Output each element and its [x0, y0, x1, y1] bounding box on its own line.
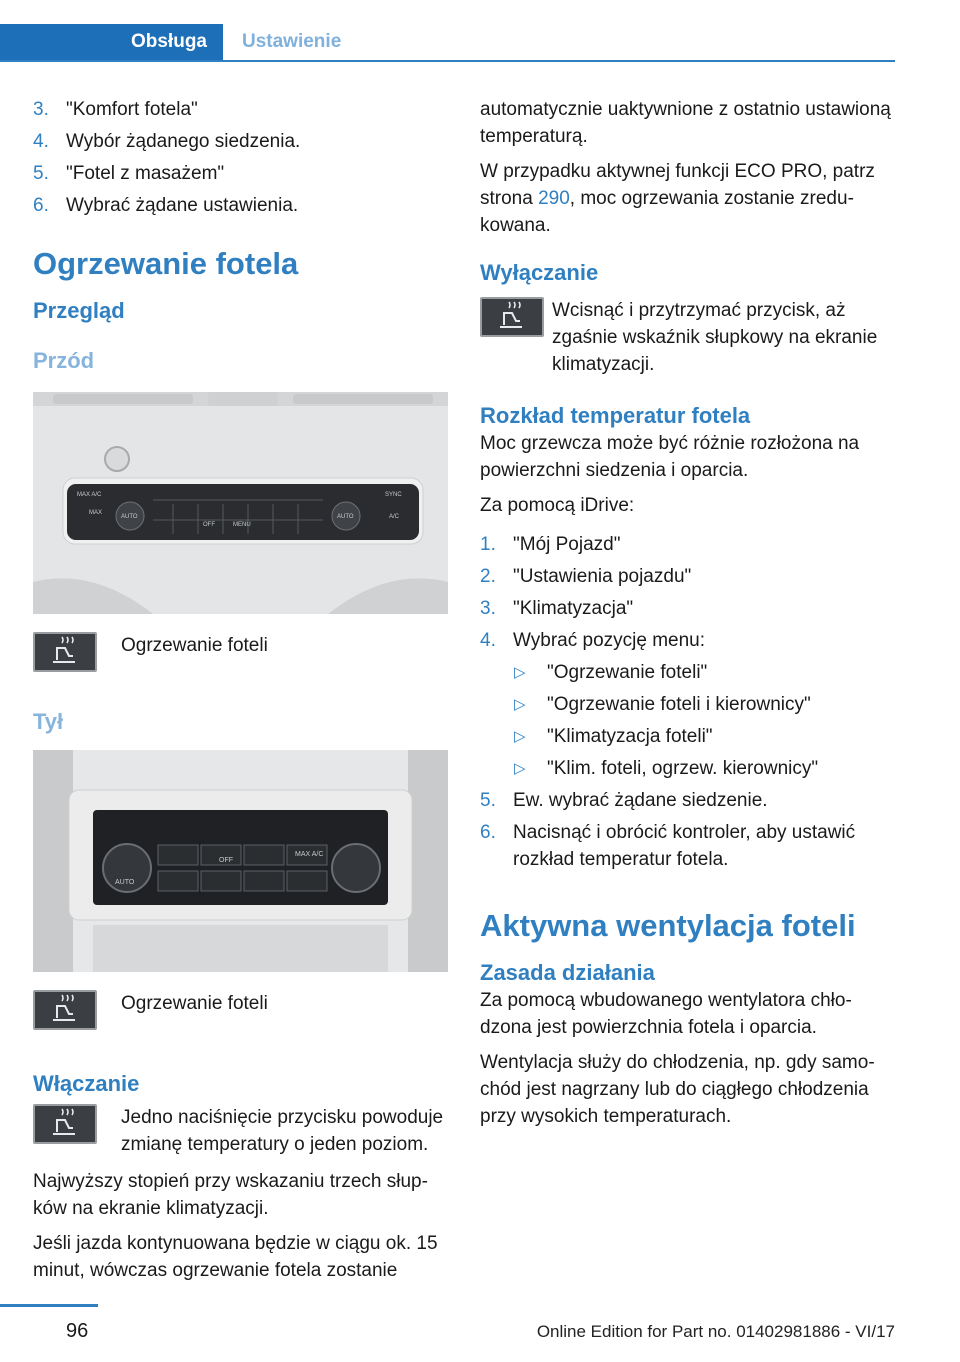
svg-text:SYNC: SYNC [385, 492, 402, 498]
page-number: 96 [66, 1320, 89, 1342]
tab-ustawienie[interactable]: Ustawienie [242, 31, 342, 52]
svg-text:AUTO: AUTO [121, 514, 138, 520]
paragraph-distribution: Moc grzewcza może być różnie rozłożona na powierzchni siedzenia i oparcia. [480, 433, 860, 481]
list-item: 4. Wybrać pozycję menu: [480, 630, 706, 651]
paragraph-max-level: Najwyższy stopień przy wskazaniu trzech słupków na ekranie klimatyzacji. [33, 1171, 428, 1219]
subheading-rear: Tył [33, 709, 64, 734]
rear-console-photo [33, 750, 448, 972]
subheading-switch-off: Wyłączanie [480, 260, 599, 285]
paragraph-ventilation-1: Za pomocą wbudowanego wentylatora chłodzona jest powierzchnia fotela i oparcia. [480, 990, 852, 1038]
list-item: ▷ "Ogrzewanie foteli" [513, 659, 895, 686]
list-item: 3. "Klimatyzacja" [480, 598, 634, 619]
paragraph-eco-pro: W przypadku aktywnej funkcji ECO PRO, patrz strona 290, moc ogrzewania zostanie zredukowana. [480, 161, 875, 236]
list-item: ▷ "Ogrzewanie foteli i kierownicy" [513, 691, 895, 718]
list-item: ▷ "Klim. foteli, ogrzew. kierownicy" [513, 755, 895, 782]
page-link-290[interactable]: 290 [538, 188, 570, 209]
svg-text:MAX A/C: MAX A/C [77, 492, 102, 498]
numbered-list-steps-cont [480, 787, 895, 873]
paragraph-continue-drive: Jeśli jazda kontynuowana będzie w ciągu ok. 15 minut, wówczas ogrzewanie fotela zostanie [33, 1233, 438, 1281]
front-seat-heating-row [33, 632, 448, 686]
left-column [33, 96, 448, 1292]
front-seat-heating-caption: Ogrzewanie foteli [121, 635, 268, 656]
triangle-bullet-icon: ▷ [514, 760, 526, 777]
list-item: 5. "Fotel z masażem" [33, 163, 225, 184]
numbered-list-steps [480, 531, 895, 654]
svg-text:OFF: OFF [203, 522, 215, 528]
subheading-temp-distribution: Rozkład temperatur fotela [480, 403, 751, 428]
triangle-bullet-icon: ▷ [514, 664, 526, 681]
section-heading-seat-ventilation: Aktywna wentylacja foteli [480, 908, 856, 943]
switch-off-row [480, 297, 895, 378]
section-heading-seat-heating: Ogrzewanie fotela [33, 246, 299, 281]
switch-off-text: Wcisnąć i przytrzymać przycisk, aż zgaśnie wskaźnik słupkowy na ekranie klimatyzacji. [552, 300, 878, 375]
svg-text:AUTO: AUTO [337, 514, 354, 520]
seat-heating-button-icon [33, 632, 97, 672]
list-item: 5. Ew. wybrać żądane siedzenie. [480, 790, 768, 811]
list-item: 3. "Komfort fotela" [33, 99, 198, 120]
front-console-photo [33, 392, 448, 614]
svg-text:OFF: OFF [219, 857, 233, 864]
subheading-principle: Zasada działania [480, 960, 655, 985]
list-item: ▷ "Klimatyzacja foteli" [513, 723, 895, 750]
seat-heating-button-icon [480, 297, 544, 337]
list-item: 6. Wybrać żądane ustawienia. [33, 195, 299, 216]
list-item: 1. "Mój Pojazd" [480, 534, 621, 555]
subheading-switch-on: Włączanie [33, 1071, 140, 1096]
rear-seat-heating-row [33, 990, 448, 1044]
rear-seat-heating-caption: Ogrzewanie foteli [121, 993, 268, 1014]
paragraph-continuation: automatycznie uaktywnione z ostatnio ustawioną temperaturą. [480, 99, 891, 147]
edition-note: Online Edition for Part no. 01402981886 - VI/17 [536, 1322, 895, 1341]
triangle-bullet-icon: ▷ [514, 696, 526, 713]
svg-text:A/C: A/C [389, 514, 400, 520]
menu-options-list [513, 659, 895, 782]
switch-on-row [33, 1104, 448, 1162]
subheading-front: Przód [33, 348, 95, 373]
svg-text:MAX: MAX [89, 510, 103, 516]
switch-on-text: Jedno naciśnięcie przycisku powoduje zmianę temperatury o jeden poziom. [121, 1107, 444, 1155]
paragraph-idrive: Za pomocą iDrive: [480, 495, 635, 516]
svg-text:AUTO: AUTO [115, 879, 135, 886]
seat-heating-button-icon [33, 1104, 97, 1144]
list-item: 6. Nacisnąć i obrócić kontroler, aby ustawić rozkład temperatur fotela. [480, 822, 856, 870]
paragraph-ventilation-2: Wentylacja służy do chłodzenia, np. gdy samochód jest nagrzany lub do ciągłego chłodzenia przy wysokich temperaturach. [480, 1052, 875, 1127]
footer-rule [0, 1304, 98, 1307]
svg-text:MENU: MENU [233, 522, 251, 528]
front-console-illustration [33, 392, 448, 614]
header-tabs [0, 24, 895, 62]
tab-obsluga[interactable]: Obsługa [0, 24, 223, 60]
subheading-overview: Przegląd [33, 298, 125, 323]
rear-console-illustration [33, 750, 448, 972]
seat-heating-button-icon [33, 990, 97, 1030]
right-column [480, 96, 895, 1138]
numbered-list-top [33, 96, 448, 219]
triangle-bullet-icon: ▷ [514, 728, 526, 745]
list-item: 2. "Ustawienia pojazdu" [480, 566, 692, 587]
list-item: 4. Wybór żądanego siedzenia. [33, 131, 301, 152]
svg-text:MAX A/C: MAX A/C [295, 851, 324, 858]
